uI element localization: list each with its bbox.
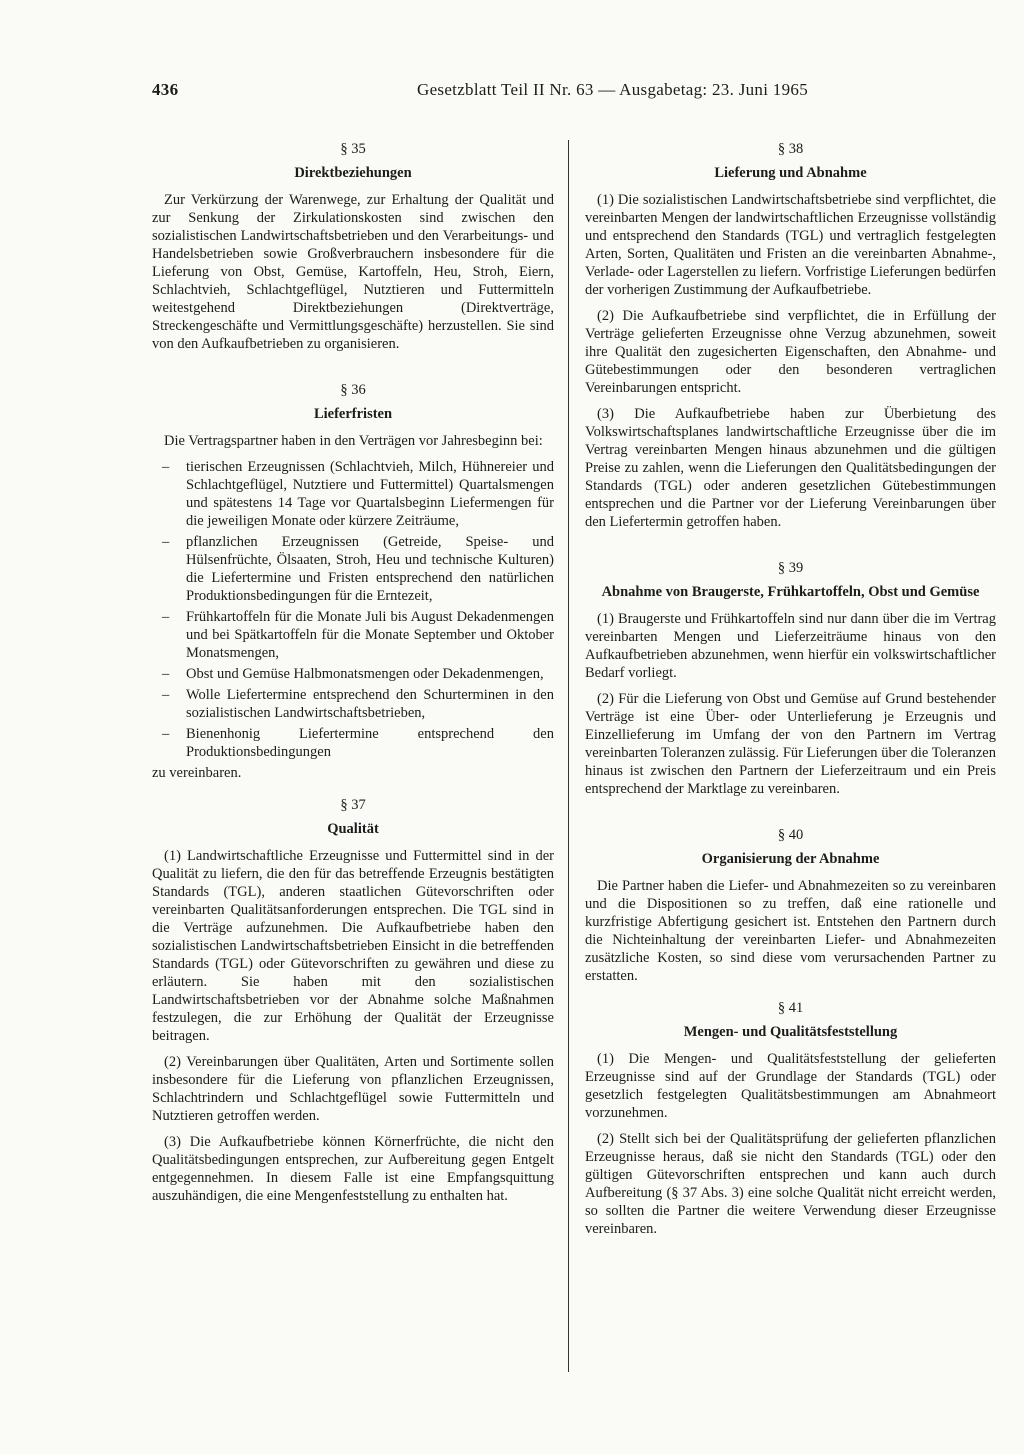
dash-marker: – bbox=[162, 459, 170, 475]
section-number: § 38 bbox=[777, 141, 804, 157]
list-item bbox=[152, 533, 554, 605]
section-title: Qualität bbox=[327, 821, 379, 837]
list-item-text: Bienenhonig Liefertermine entsprechend den Produktionsbedingungen bbox=[186, 726, 554, 760]
closing-text: zu vereinbaren. bbox=[152, 765, 242, 781]
dash-list bbox=[152, 458, 554, 761]
list-item bbox=[152, 608, 554, 662]
section-title: Direktbeziehungen bbox=[294, 165, 412, 181]
paragraph: Zur Verkürzung der Warenwege, zur Erhaltung der Qualität und zur Senkung der Zirkulationskosten sind zwischen den sozialistischen Landwirtschaftsbetrieben und den Verarbeitungs- und Handelsbetrieben sowie Großverbrauchern insbesondere für die Lieferung von Obst, Gemüse, Kartoffeln, Heu, Stroh, Eiern, Schlachtvieh, Schlachtgeflügel, Nutztieren und Futtermitteln weitestgehend Direktbeziehungen (Direktverträge, Streckengeschäfte und Vermittlungsgeschäfte) herzustellen. Sie sind von den Aufkaufbetrieben zu organisieren. bbox=[152, 192, 554, 352]
paragraph: (2) Stellt sich bei der Qualitätsprüfung der gelieferten pflanzlichen Erzeugnisse heraus, daß sie nicht den Standards (TGL) oder den gültigen Gütevorschriften entsprechen und kann auch durch Aufbereitung (§ 37 Abs. 3) eine solche Qualität nicht erreicht werden, so sollten die Partner die weitere Verwendung dieser Erzeugnisse vereinbaren. bbox=[585, 1131, 996, 1237]
right-column bbox=[585, 140, 996, 1266]
section-title: Mengen- und Qualitätsfeststellung bbox=[683, 1024, 898, 1040]
paragraph: (2) Vereinbarungen über Qualitäten, Arten und Sortimente sollen insbesondere für die Lieferung von pflanzlichen Erzeugnissen, Schlachtrindern und Schlachtgeflügel sowie Futtermitteln und Nutztieren getroffen werden. bbox=[152, 1054, 554, 1124]
paragraph: (1) Die Mengen- und Qualitätsfeststellung der gelieferten Erzeugnisse sind auf der Grundlage der Standards (TGL) oder gesetzlich festgelegten Qualitätsbestimmungen am Abnahmeort vorzunehmen. bbox=[585, 1051, 996, 1121]
section-title: Organisierung der Abnahme bbox=[701, 851, 880, 867]
column-divider bbox=[568, 140, 569, 1372]
section-37 bbox=[152, 796, 554, 1205]
left-column bbox=[152, 140, 554, 1233]
list-item-text: Obst und Gemüse Halbmonatsmengen oder Dekadenmengen, bbox=[186, 666, 544, 682]
section-number: § 36 bbox=[340, 382, 366, 398]
paragraph: (3) Die Aufkaufbetriebe können Körnerfrüchte, die nicht den Qualitätsbedingungen entsprechen, zur Aufbereitung gegen Entgelt entgegennehmen. In diesem Falle ist eine Empfangsquittung auszuhändigen, die eine Mengenfeststellung zu enthalten hat. bbox=[152, 1134, 554, 1204]
list-item-text: Frühkartoffeln für die Monate Juli bis August Dekadenmengen und bei Spätkartoffeln für die Monate September und Oktober Monatsmengen, bbox=[186, 609, 554, 661]
list-item bbox=[152, 725, 554, 761]
paragraph: Die Partner haben die Liefer- und Abnahmezeiten so zu vereinbaren und die Dispositionen so zu treffen, daß eine rationelle und kurzfristige Abfertigung gesichert ist. Entstehen den Partnern durch die Nichteinhaltung der vereinbarten Liefer- und Abnahmezeiten zusätzliche Kosten, so sind diese vom verursachenden Partner zu erstatten. bbox=[585, 878, 996, 984]
section-38 bbox=[585, 140, 996, 531]
paragraph: (2) Für die Lieferung von Obst und Gemüse auf Grund bestehender Verträge ist eine Über- oder Unterlieferung je Erzeugnis und Einzellieferung im Umfang der von den Partnern im Vertrag vereinbarten Toleranzen zulässig. Für Lieferungen über die Toleranzen hinaus ist zwischen den Partnern der Lieferzeitraum und ein Preis entsprechend der Marktlage zu vereinbaren. bbox=[585, 691, 996, 797]
section-40 bbox=[585, 826, 996, 985]
paragraph: (1) Landwirtschaftliche Erzeugnisse und Futtermittel sind in der Qualität zu liefern, die den für das betreffende Erzeugnis bestätigten Standards (TGL), anderen staatlichen Gütevorschriften oder vereinbarten Qualitätsanforderungen entsprechen. Die TGL sind in die Verträge aufzunehmen. Die Aufkaufbetriebe haben den sozialistischen Landwirtschaftsbetrieben Einsicht in die betreffenden Standards (TGL) oder Gütevorschriften zu gewähren und diese zu erläutern. Sie haben mit den sozialistischen Landwirtschaftsbetrieben vor der Abnahme solche Maßnahmen festzulegen, die zur Erhöhung der Qualität der Erzeugnisse beitragen. bbox=[152, 848, 554, 1044]
section-title: Lieferfristen bbox=[313, 406, 393, 422]
paragraph: (2) Die Aufkaufbetriebe sind verpflichtet, die in Erfüllung der Verträge gelieferten Erzeugnisse ohne Verzug abzunehmen, soweit ihre Qualität den zugesicherten Eigenschaften, den Abnahme- und Gütebestimmungen oder den besonderen vertraglichen Vereinbarungen entspricht. bbox=[585, 308, 996, 396]
paragraph: (1) Die sozialistischen Landwirtschaftsbetriebe sind verpflichtet, die vereinbarten Mengen der landwirtschaftlichen Erzeugnisse vollständig und entsprechend den Standards (TGL) und vertraglich festgelegten Arten, Sorten, Qualitäten und Fristen an die vereinbarten Abnahme-, Verlade- oder Lagerstellen zu liefern. Vorfristige Lieferungen bedürfen der vorherigen Zustimmung der Aufkaufbetriebe. bbox=[585, 192, 996, 298]
section-41 bbox=[585, 999, 996, 1238]
section-title: Abnahme von Braugerste, Frühkartoffeln, Obst und Gemüse bbox=[601, 584, 980, 600]
section-number: § 39 bbox=[777, 560, 804, 576]
section-title: Lieferung und Abnahme bbox=[714, 165, 867, 181]
section-number: § 41 bbox=[777, 1000, 804, 1016]
dash-marker: – bbox=[162, 726, 170, 742]
section-number: § 37 bbox=[340, 797, 366, 813]
dash-marker: – bbox=[162, 687, 170, 703]
list-item-text: Wolle Liefertermine entsprechend den Schurterminen in den sozialistischen Landwirtschaftsbetrieben, bbox=[186, 687, 554, 721]
section-39 bbox=[585, 559, 996, 798]
list-item bbox=[152, 665, 554, 683]
list-item bbox=[152, 458, 554, 530]
section-number: § 35 bbox=[340, 141, 366, 157]
section-36 bbox=[152, 381, 554, 782]
page-number: 436 bbox=[152, 80, 179, 99]
list-item-text: tierischen Erzeugnissen (Schlachtvieh, Milch, Hühnereier und Schlachtgeflügel, Nutztiere und Futtermittel) Quartalsmengen und spätestens 14 Tage vor Quartalsbeginn Liefermengen für die jeweiligen Monate oder kürzere Zeiträume, bbox=[186, 459, 554, 529]
dash-marker: – bbox=[162, 534, 170, 550]
header-title: Gesetzblatt Teil II Nr. 63 — Ausgabetag: 23. Juni 1965 bbox=[417, 80, 808, 99]
section-35 bbox=[152, 140, 554, 353]
page-header bbox=[152, 80, 808, 104]
paragraph: (3) Die Aufkaufbetriebe haben zur Überbietung des Volkswirtschaftsplanes landwirtschaftliche Erzeugnisse über die im Vertrag vereinbarten Mengen hinaus abzunehmen und die gültigen Preise zu zahlen, wenn die Lieferungen den Qualitätsbedingungen der Standards (TGL) oder anderen gesetzlichen Gütebestimmungen entsprechen und die Partner vor der Lieferung Vereinbarungen über den Liefertermin getroffen haben. bbox=[585, 406, 996, 530]
paragraph: Die Vertragspartner haben in den Verträgen vor Jahresbeginn bei: bbox=[164, 433, 543, 449]
list-item bbox=[152, 686, 554, 722]
paragraph: (1) Braugerste und Frühkartoffeln sind nur dann über die im Vertrag vereinbarten Mengen und Lieferzeiträume hinaus von den Aufkaufbetrieben abzunehmen, wenn hierfür ein volkswirtschaftlicher Bedarf vorliegt. bbox=[585, 611, 996, 681]
list-item-text: pflanzlichen Erzeugnissen (Getreide, Speise- und Hülsenfrüchte, Ölsaaten, Stroh, Heu und technische Kulturen) die Liefertermine und Fristen entsprechend den natürlichen Produktionsbedingungen für die Erntezeit, bbox=[186, 534, 554, 604]
section-number: § 40 bbox=[777, 827, 804, 843]
dash-marker: – bbox=[162, 666, 170, 682]
dash-marker: – bbox=[162, 609, 170, 625]
